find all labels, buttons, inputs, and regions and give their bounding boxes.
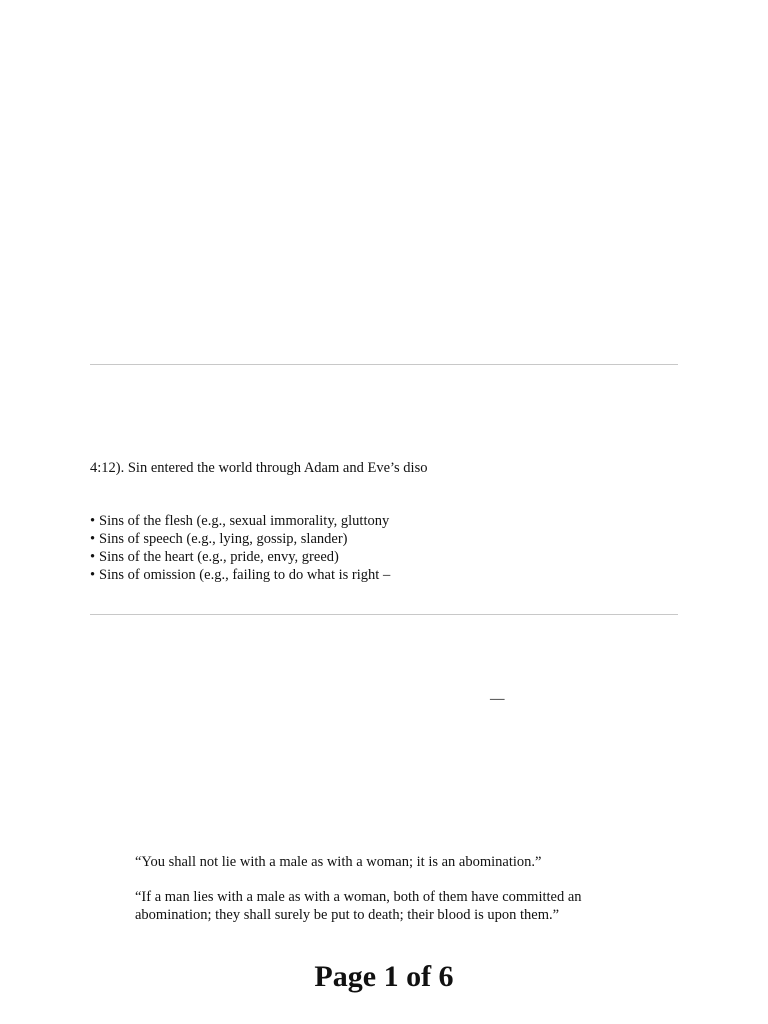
- sin-types-list: [90, 512, 390, 584]
- list-item-text: Sins of omission (e.g., failing to do what is right –: [99, 567, 391, 583]
- em-dash: —: [490, 691, 505, 707]
- page-number-label: Page 1 of 6: [314, 960, 454, 993]
- list-item-text: Sins of the heart (e.g., pride, envy, greed): [99, 549, 339, 565]
- list-item: [90, 530, 390, 548]
- quote-leviticus-18: “You shall not lie with a male as with a woman; it is an abomination.”: [135, 854, 542, 870]
- intro-paragraph: 4:12). Sin entered the world through Adam and Eve’s diso: [90, 460, 428, 476]
- list-item: [90, 566, 390, 584]
- list-item-text: Sins of speech (e.g., lying, gossip, slander): [99, 531, 348, 547]
- horizontal-divider-bottom: [90, 614, 678, 615]
- quote-leviticus-20: “If a man lies with a male as with a woman, both of them have committed an abomination; they shall surely be put to death; their blood is upon them.”: [135, 889, 582, 923]
- bullet-icon: •: [90, 567, 96, 583]
- horizontal-divider-top: [90, 364, 678, 365]
- list-item-text: Sins of the flesh (e.g., sexual immorality, gluttony: [99, 513, 390, 529]
- bullet-icon: •: [90, 549, 96, 565]
- bullet-icon: •: [90, 531, 96, 547]
- list-item: [90, 512, 390, 530]
- list-item: [90, 548, 390, 566]
- bullet-icon: •: [90, 513, 96, 529]
